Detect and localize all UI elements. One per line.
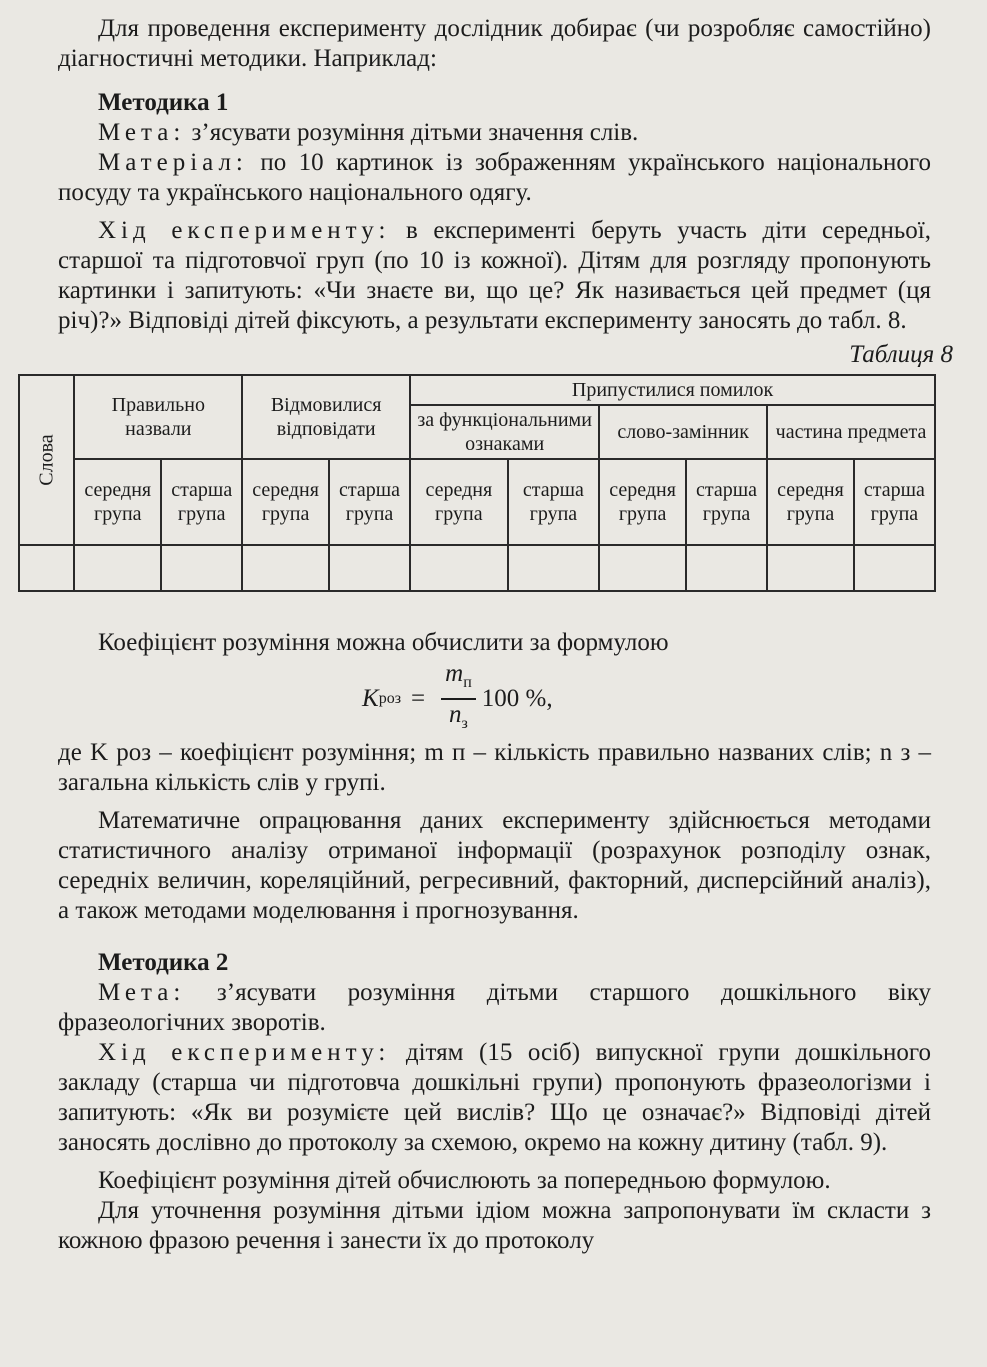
equals-sign: = <box>411 685 426 712</box>
goal-text: з’ясувати розуміння дітьми значення слів. <box>191 119 639 146</box>
formula-lhs: K <box>362 685 379 712</box>
group-mid-header: середня група <box>410 459 507 545</box>
formula-explanation: де K роз – коефіцієнт розуміння; m п – кількість правильно названих слів; n з – загальна кількість слів у групі. <box>58 739 931 796</box>
process-label: Хід експерименту: <box>98 217 391 244</box>
substitute-word-header: слово-замінник <box>599 405 767 459</box>
table-header-row-1 <box>19 375 935 405</box>
table-cell <box>19 545 74 591</box>
group-old-header: старша група <box>329 459 410 545</box>
table-cell <box>599 545 686 591</box>
material-label: Матеріал: <box>98 149 248 176</box>
group-old-header: старша група <box>508 459 600 545</box>
method1-heading: Методика 1 <box>98 89 229 116</box>
goal-text: з’ясувати розуміння дітьми старшого дошкільного віку фразеологічних зворотів. <box>58 979 932 1036</box>
method1-goal <box>58 118 931 148</box>
fraction-denominator: $n_з$ <box>449 701 468 732</box>
group-old-header: старша група <box>161 459 242 545</box>
method2-coefficient: Коефіцієнт розуміння дітей обчислюють за попередньою формулою. <box>98 1167 831 1194</box>
math-processing-paragraph: Математичне опрацювання даних експерименту здійснюється методами статистичного аналізу отриманої інформації (розрахунок розподілу ознак, середніх величин, кореляційний, регресивний, факторний, дисперсійний аналіз), а також методами моделювання і прогнозування. <box>58 807 931 924</box>
table-cell <box>74 545 161 591</box>
intro-paragraph: Для проведення експерименту дослідник добирає (чи розробляє самостійно) діагностичні методики. Наприклад: <box>58 15 931 72</box>
method2-process <box>58 1038 931 1158</box>
group-old-header: старша група <box>854 459 935 545</box>
method2-heading: Методика 2 <box>98 949 229 976</box>
fraction-numerator: $m_п$ <box>441 659 476 700</box>
formula-fraction <box>441 659 476 739</box>
method1-material <box>58 148 931 208</box>
goal-label: Мета: <box>98 979 186 1006</box>
method2-idioms: Для уточнення розуміння дітьми ідіом можна запропонувати їм скласти з кожною фразою речення і занести їх до протоколу <box>58 1197 931 1254</box>
table-empty-row <box>19 545 935 591</box>
table-cell <box>329 545 410 591</box>
group-mid-header: середня група <box>74 459 161 545</box>
table-8 <box>18 374 936 592</box>
table-group-row <box>19 459 935 545</box>
group-mid-header: середня група <box>767 459 854 545</box>
process-text: в експерименті беруть участь діти середньої, старшої та підготовчої груп (по 10 із кожної). Дітям для розгляду пропонують картинки і запитують: «Чи знаєте ви, що це? Як називається цей предмет (ця річ)?» Відповіді дітей фіксують, а результати експерименту заносять до табл. 8. <box>58 217 931 334</box>
formula-rhs: 100 %, <box>481 685 553 712</box>
process-label: Хід експерименту: <box>98 1039 391 1066</box>
table-cell <box>767 545 854 591</box>
formula-block <box>58 660 931 734</box>
words-header-cell <box>19 375 74 545</box>
method1-process <box>58 216 931 336</box>
table8-caption: Таблиця 8 <box>849 341 953 368</box>
material-text: по 10 картинок із зображенням українського національного посуду та українського національного одягу. <box>58 149 931 206</box>
method2-goal <box>58 978 931 1038</box>
correct-header: Правильно назвали <box>74 375 242 459</box>
group-mid-header: середня група <box>599 459 686 545</box>
table-cell <box>508 545 600 591</box>
table-cell <box>854 545 935 591</box>
table-cell <box>161 545 242 591</box>
refused-header: Відмовилися відповідати <box>242 375 410 459</box>
goal-label: Мета: <box>98 119 186 146</box>
table-cell <box>686 545 767 591</box>
functional-errors-header: за функціональними ознаками <box>410 405 599 459</box>
object-part-header: частина предмета <box>767 405 935 459</box>
formula-lhs-sub: роз <box>378 690 402 707</box>
formula <box>362 660 553 734</box>
process-text: дітям (15 осіб) випускної групи дошкільного закладу (старша чи підготовча дошкільні групи) пропонують фразеологізми і запитують: «Як ви розумієте цей вислів? Що це означає?» Відповіді дітей заносять дослівно до протоколу за схемою, окремо на кожну дитину (табл. 9). <box>58 1039 931 1156</box>
errors-header: Припустилися помилок <box>410 375 935 405</box>
group-mid-header: середня група <box>242 459 329 545</box>
table-cell <box>410 545 507 591</box>
words-header: Слова <box>35 434 58 486</box>
group-old-header: старша група <box>686 459 767 545</box>
formula-intro: Коефіцієнт розуміння можна обчислити за формулою <box>98 629 669 656</box>
table-cell <box>242 545 329 591</box>
